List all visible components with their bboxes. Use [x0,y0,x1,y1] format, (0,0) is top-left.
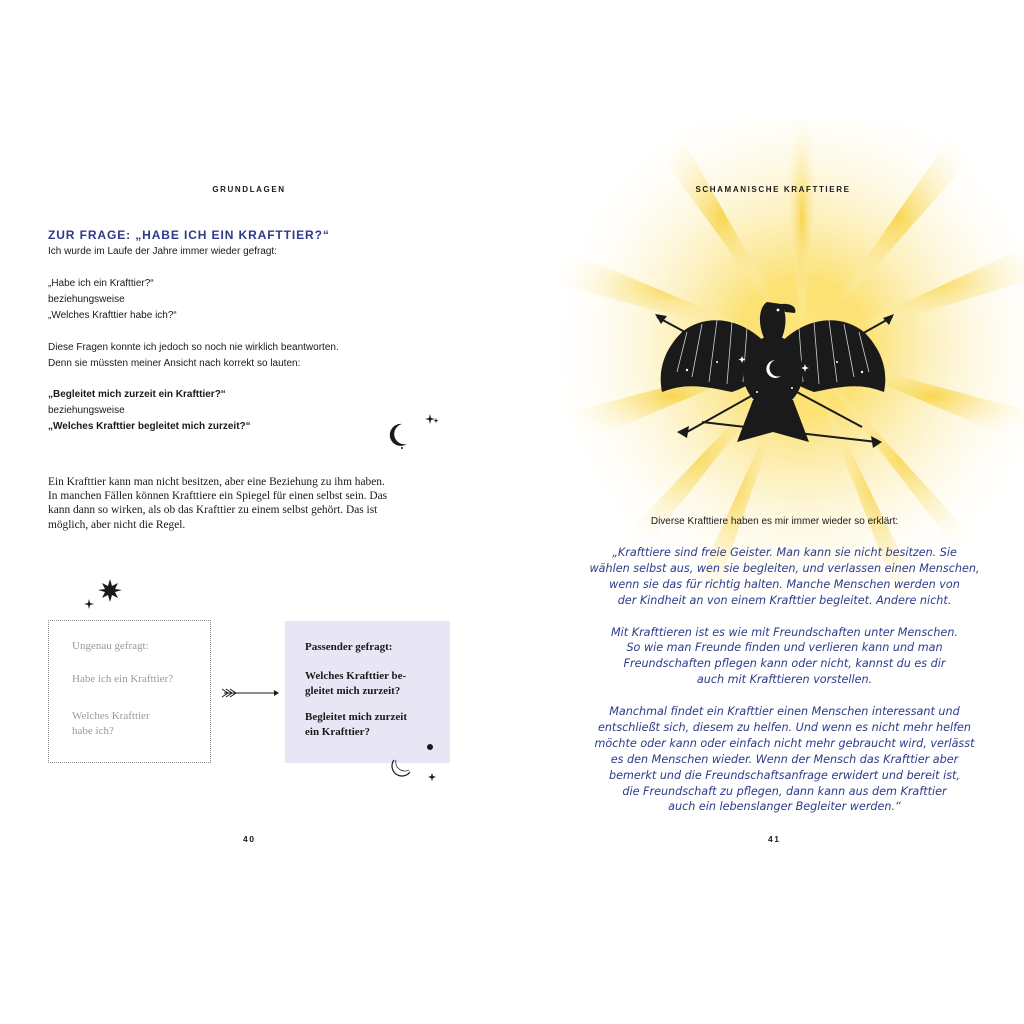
quote-line: es den Menschen wieder. Wenn der Mensch das Krafttier aber [610,752,959,766]
right-page [512,0,1024,1024]
running-head-left: GRUNDLAGEN [212,185,286,194]
quote-line: möchte oder kann oder einfach nicht mehr gebraucht wird, verlässt [594,736,975,750]
common-questions-block [48,276,177,323]
page-number-right: 41 [768,834,781,844]
question-1: „Habe ich ein Krafttier?“ [48,278,154,289]
eagle-with-arrows-illustration [647,292,899,454]
quote-line: „Krafttiere sind freie Geister. Man kann sie nicht besitzen. Sie [612,546,957,559]
explanation-line-2: Denn sie müssten meiner Ansicht nach korrekt so lauten: [48,357,301,369]
better-heading: Passender gefragt: [305,641,393,653]
quote-paragraph [552,545,1017,609]
sparkle-star-icon [84,599,94,609]
quote-line: wenn sie das für richtig halten. Manche Menschen werden von [609,577,960,591]
question-2: „Welches Krafttier habe ich?“ [48,309,177,321]
quote-line: So wie man Freunde finden und verlieren kann und man [626,641,943,655]
or-2: beziehungsweise [48,404,125,416]
intro-block [48,244,277,260]
section-title: ZUR FRAGE: „HABE ICH EIN KRAFTTIER?“ [48,228,330,242]
page-number-left: 40 [243,834,256,844]
paragraph-line: kann dann so wirken, als ob das Krafttier zu einem selbst gehört. Das ist [48,504,378,517]
crescent-moon-icon [385,740,440,782]
or-1: beziehungsweise [48,293,125,305]
paragraph-line: möglich, aber nicht die Regel. [48,518,186,531]
explanation-line-1: Diese Fragen konnte ich jedoch so noch nie wirklich beantworten. [48,342,339,353]
quote-line: bemerkt und die Freundschaftsanfrage erwidert und bereit ist, [609,768,960,782]
inexact-item-1: Habe ich ein Krafttier? [72,672,174,685]
sparkle-star-icon [433,418,438,423]
better-questions-block [48,387,251,434]
intro-text: Ich wurde im Laufe der Jahre immer wieder gefragt: [48,246,277,257]
better-item-2-line-2: ein Krafttier? [305,726,371,739]
explanation-block [48,340,339,372]
quote-paragraph [552,625,1017,689]
paragraph-line: In manchen Fällen können Krafttiere ein Spiegel für einen selbst sein. Das [48,490,388,503]
inexact-item-2-line-2: habe ich? [72,724,114,737]
quote-line: Freundschaften pflegen kann oder nicht, kannst du es dir [623,657,946,671]
quote-paragraph [552,704,1017,815]
inexact-heading: Ungenau gefragt: [72,640,149,652]
running-head-right: SCHAMANISCHE KRAFTTIERE [695,185,851,194]
quote-line: auch ein lebenslanger Begleiter werden.“ [668,800,901,814]
quote-line: Mit Krafttieren ist es wie mit Freundschaften unter Menschen. [611,625,958,639]
quote-caption: Diverse Krafttiere haben es mir immer wieder so erklärt: [650,516,899,527]
compass-star-icon [82,578,124,614]
quote-line: entschließt sich, diesem zu helfen. Und wenn es nicht mehr helfen [597,720,972,734]
quote-line: Manchmal findet ein Krafttier einen Menschen interessant und [609,705,960,719]
inexact-item-2-line-1: Welches Krafttier [72,710,150,722]
quote-line: auch mit Krafttieren vorstellen. [696,673,873,687]
paragraph-line: Ein Krafttier kann man nicht besitzen, aber eine Beziehung zu ihm haben. [48,476,385,488]
body-paragraph [48,475,468,532]
sparkle-star-icon [428,773,436,781]
sparkle-star-icon [425,414,435,424]
better-question-1: „Begleitet mich zurzeit ein Krafttier?“ [48,389,226,400]
quote-block [552,545,1017,831]
crescent-moon-icon [380,410,442,454]
better-item-2-line-1: Begleitet mich zurzeit [305,711,408,724]
better-item-1-line-1: Welches Krafttier be- [305,669,407,682]
arrow-icon [220,686,280,700]
quote-line: die Freundschaft zu pflegen, dann kann aus dem Krafttier [622,784,947,798]
quote-line: der Kindheit an von einem Krafttier begleitet. Andere nicht. [617,593,952,607]
quote-line: wählen selbst aus, wen sie begleiten, und verlassen einen Menschen, [589,561,980,575]
inexact-questions-box [48,620,211,763]
better-question-2: „Welches Krafttier begleitet mich zurzeit?“ [48,420,251,432]
better-item-1-line-2: gleitet mich zurzeit? [305,684,401,697]
